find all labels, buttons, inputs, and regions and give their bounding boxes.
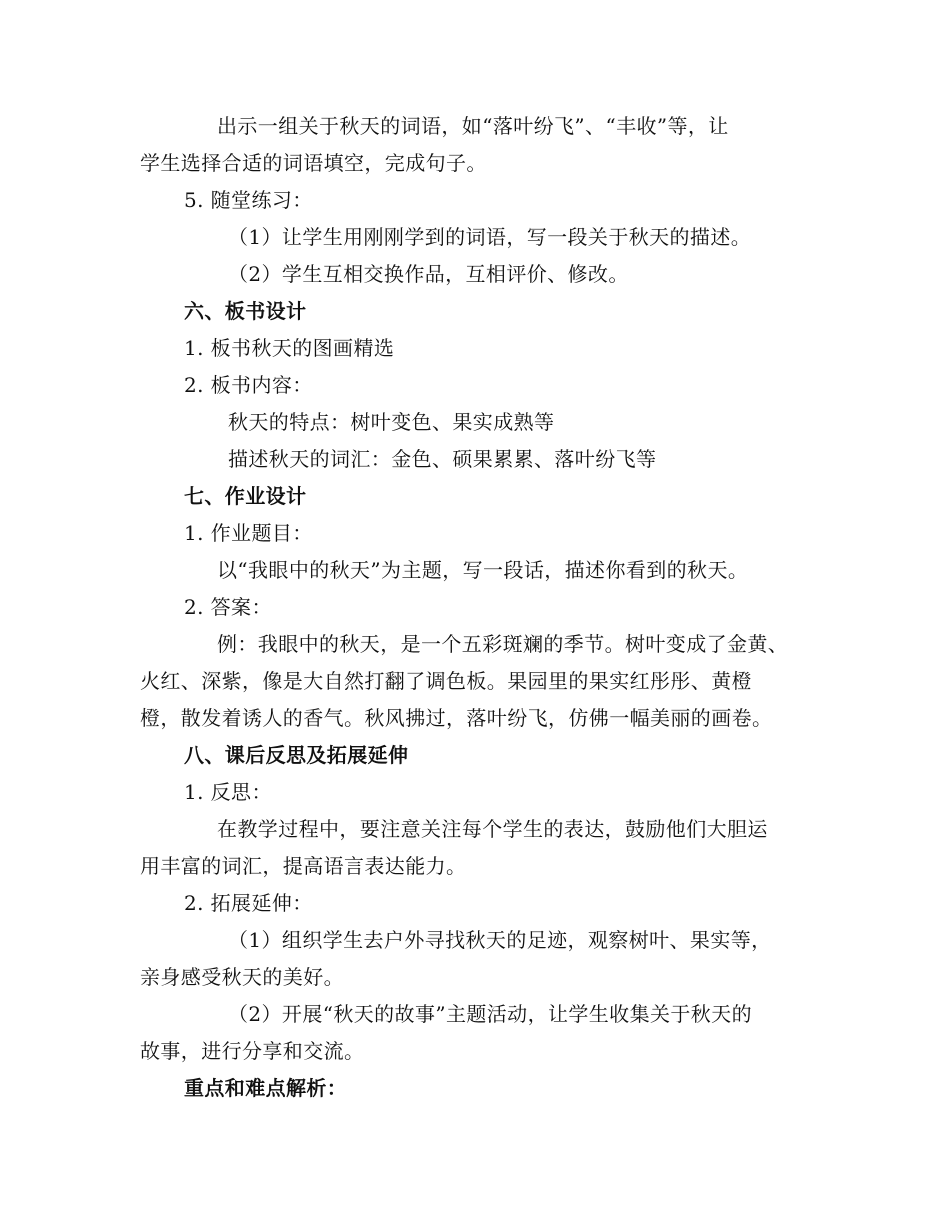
extension-item-1-line-2: 亲身感受秋天的美好。 — [140, 965, 344, 989]
list-item-board-1: 1. 板书秋天的图画精选 — [184, 336, 395, 360]
extension-item-2-line-2: 故事，进行分享和交流。 — [140, 1039, 365, 1063]
list-item-answer: 2. 答案： — [184, 595, 272, 619]
extension-item-2-line-1: （2）开展“秋天的故事”主题活动，让学生收集关于秋天的 — [228, 1002, 752, 1026]
extension-item-1-line-1: （1）组织学生去户外寻找秋天的足迹，观察树叶、果实等， — [228, 928, 772, 952]
sub-item-practice-2: （2）学生互相交换作品，互相评价、修改。 — [228, 262, 629, 286]
reflection-line-2: 用丰富的词汇，提高语言表达能力。 — [140, 854, 467, 878]
answer-line-3: 橙，散发着诱人的香气。秋风拂过，落叶纷飞，仿佛一幅美丽的画卷。 — [140, 706, 773, 730]
board-content-features: 秋天的特点：树叶变色、果实成熟等 — [228, 410, 555, 434]
sub-item-practice-1: （1）让学生用刚刚学到的词语，写一段关于秋天的描述。 — [228, 225, 752, 249]
list-item-practice: 5. 随堂练习： — [184, 188, 313, 212]
section-heading-reflection: 八、课后反思及拓展延伸 — [184, 743, 409, 767]
answer-line-1: 例：我眼中的秋天，是一个五彩斑斓的季节。树叶变成了金黄、 — [217, 632, 789, 656]
board-content-vocabulary: 描述秋天的词汇：金色、硕果累累、落叶纷飞等 — [228, 447, 657, 471]
list-item-reflection: 1. 反思： — [184, 780, 272, 804]
homework-topic-text: 以“我眼中的秋天”为主题，写一段话，描述你看到的秋天。 — [217, 558, 749, 582]
paragraph-intro-line-1: 出示一组关于秋天的词语，如“落叶纷飞”、“丰收”等，让 — [217, 114, 729, 138]
paragraph-intro-line-2: 学生选择合适的词语填空，完成句子。 — [140, 151, 487, 175]
section-heading-homework: 七、作业设计 — [184, 484, 307, 508]
section-heading-board-design: 六、板书设计 — [184, 299, 307, 323]
list-item-extension: 2. 拓展延伸： — [184, 891, 313, 915]
section-heading-key-points: 重点和难点解析： — [184, 1076, 348, 1100]
list-item-homework-topic: 1. 作业题目： — [184, 521, 313, 545]
list-item-board-2: 2. 板书内容： — [184, 373, 313, 397]
reflection-line-1: 在教学过程中，要注意关注每个学生的表达，鼓励他们大胆运 — [217, 817, 768, 841]
answer-line-2: 火红、深紫，像是大自然打翻了调色板。果园里的果实红彤彤、黄橙 — [140, 669, 752, 693]
